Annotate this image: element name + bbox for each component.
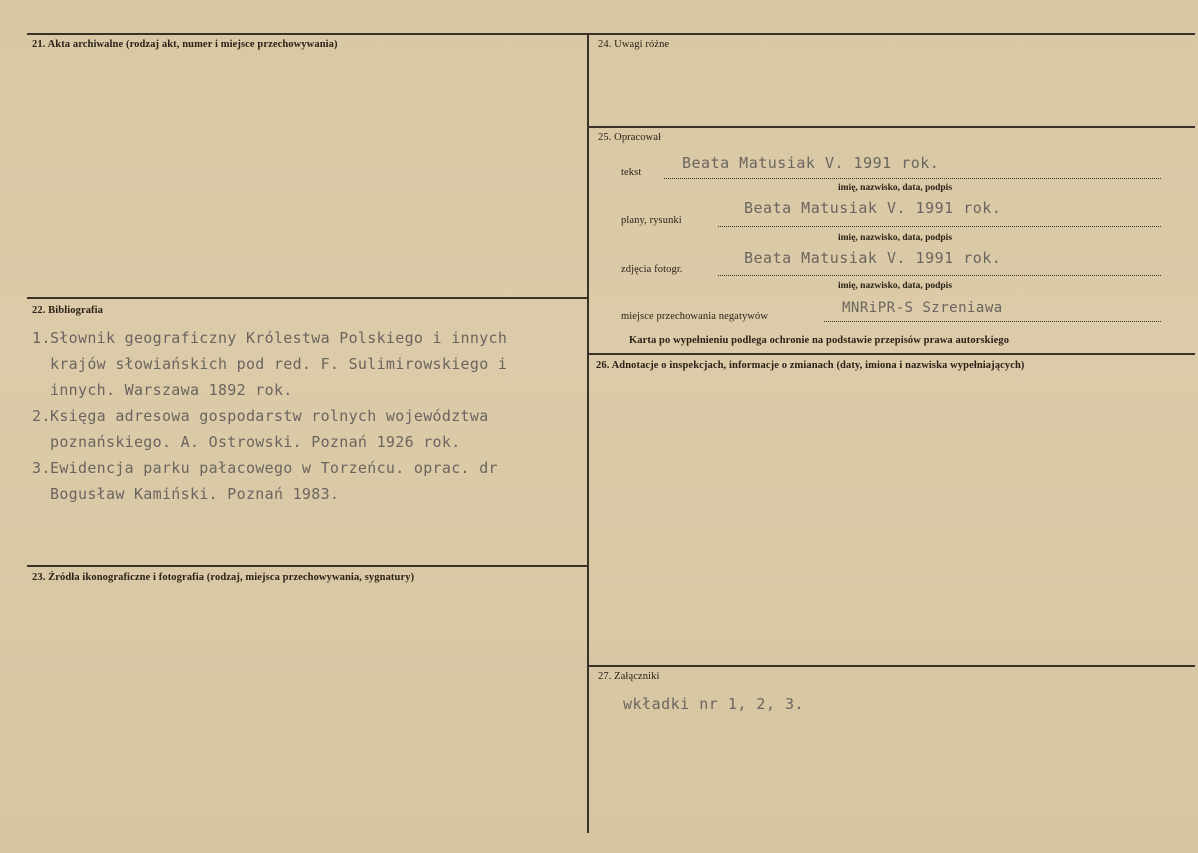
- plany-value: Beata Matusiak V. 1991 rok.: [744, 199, 1002, 217]
- negatywy-value: MNRiPR-S Szreniawa: [842, 300, 1003, 316]
- copyright-notice: Karta po wypełnieniu podlega ochronie na podstawie przepisów prawa autorskiego: [629, 335, 1010, 346]
- plany-label: plany, rysunki: [621, 215, 682, 226]
- section-25-label: 25. Opracował: [598, 132, 662, 143]
- zdjecia-label: zdjęcia fotogr.: [621, 264, 683, 275]
- rule-21-22: [27, 297, 588, 299]
- bibliography-item-line: 1.Słownik geograficzny Królestwa Polskiego i innych: [32, 329, 508, 347]
- attachments-value: wkładki nr 1, 2, 3.: [623, 695, 805, 713]
- zdjecia-line: [718, 275, 1161, 276]
- zdjecia-value: Beata Matusiak V. 1991 rok.: [744, 249, 1002, 267]
- rule-26-27: [588, 665, 1195, 667]
- rule-24-25: [588, 126, 1195, 128]
- top-rule: [27, 33, 1195, 35]
- bibliography-item-line: krajów słowiańskich pod red. F. Sulimirowskiego i: [50, 355, 508, 373]
- plany-line: [718, 226, 1161, 227]
- tekst-line: [664, 178, 1161, 179]
- negatywy-line: [824, 321, 1161, 322]
- bibliography-list: [32, 325, 507, 507]
- rule-22-23: [27, 565, 588, 567]
- negatywy-label: miejsce przechowania negatywów: [621, 311, 769, 322]
- section-26-label: 26. Adnotacje o inspekcjach, informacje o zmianach (daty, imiona i nazwiska wypełniających): [596, 360, 1025, 371]
- section-21-label: 21. Akta archiwalne (rodzaj akt, numer i miejsce przechowywania): [32, 39, 338, 50]
- bibliography-item-line: innych. Warszawa 1892 rok.: [50, 381, 293, 399]
- tekst-value: Beata Matusiak V. 1991 rok.: [682, 154, 940, 172]
- rule-25-26: [588, 353, 1195, 355]
- tekst-caption: imię, nazwisko, data, podpis: [838, 183, 953, 193]
- section-23-label: 23. Źródła ikonograficzne i fotografia (rodzaj, miejsca przechowywania, sygnatury): [32, 572, 415, 583]
- bibliography-item-line: 2.Księga adresowa gospodarstw rolnych województwa: [32, 407, 489, 425]
- plany-caption: imię, nazwisko, data, podpis: [838, 233, 953, 243]
- section-27-label: 27. Załączniki: [598, 671, 660, 682]
- section-22-label: 22. Bibliografia: [32, 305, 104, 316]
- tekst-label: tekst: [621, 167, 642, 178]
- zdjecia-caption: imię, nazwisko, data, podpis: [838, 281, 953, 291]
- bibliography-item-line: 3.Ewidencja parku pałacowego w Torzeńcu. oprac. dr: [32, 459, 498, 477]
- bibliography-item-line: Bogusław Kamiński. Poznań 1983.: [50, 485, 340, 503]
- center-divider: [587, 33, 589, 833]
- section-24-label: 24. Uwagi różne: [598, 39, 670, 50]
- bibliography-item-line: poznańskiego. A. Ostrowski. Poznań 1926 rok.: [50, 433, 461, 451]
